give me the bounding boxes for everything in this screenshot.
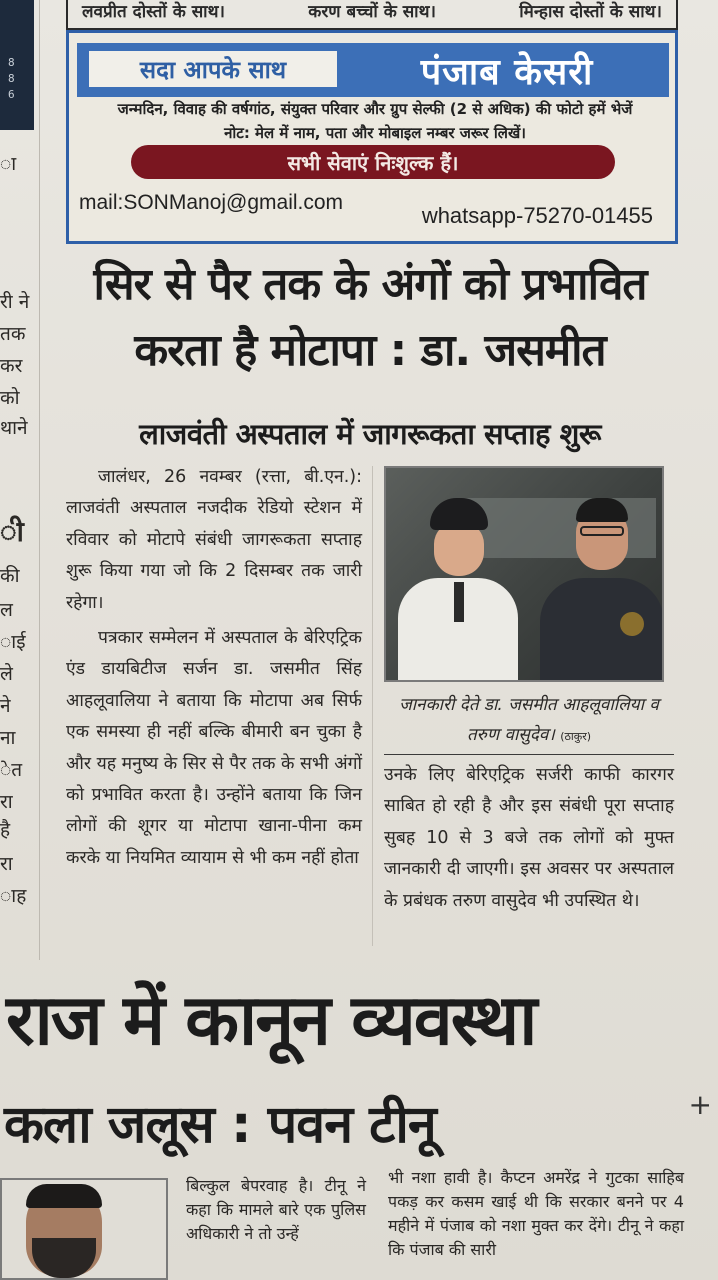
next-story-headline-1: राज में कानून व्यवस्था <box>6 979 536 1061</box>
adjacent-text-fragment: ाई <box>0 631 26 653</box>
adjacent-text-fragment: री ने <box>0 291 30 313</box>
plus-mark: + <box>688 1088 712 1121</box>
top-caption-left: लवप्रीत दोस्तों के साथ। <box>82 2 225 22</box>
ad-free-services-pill: सभी सेवाएं निःशुल्क हैं। <box>131 145 615 179</box>
next-story-column-1: बिल्कुल बेपरवाह है। टीनू ने कहा कि मामले बारे एक पुलिस अधिकारी ने तो उन्हें <box>186 1176 366 1243</box>
adjacent-text-fragment: ेत <box>0 759 23 781</box>
article-paragraph: पत्रकार सम्मेलन में अस्पताल के बेरिएट्रिक एंड डायबिटीज सर्जन डा. जसमीत सिंह आहलूवालिया ने बताया कि मोटापा अब सिर्फ एक समस्या ही नहीं बल्कि बीमारी बन चुका है और यह मनुष्य के सिर से पैर तक के सभी अंगों को प्रभावित करता है। उन्होंने बताया कि जिन लोगों की शूगर या मोटापा खाना-पीना कम करके या नियमित व्यायाम से भी कम नहीं होता <box>66 628 362 868</box>
adjacent-text-fragment: कर <box>0 355 23 377</box>
photo-credit: (ठाकुर) <box>560 730 591 743</box>
ad-email-address: mail:SONManoj@gmail.com <box>79 191 344 214</box>
doctor-turban <box>430 498 488 530</box>
adjacent-column <box>0 0 40 960</box>
article-paragraph: उनके लिए बेरिएट्रिक सर्जरी काफी कारगर साबित हो रही है और इस संबंधी पूरा सप्ताह सुबह 10 से 3 बजे तक लोगों को मुफ्त जानकारी दी जाएगी। इस अवसर पर अस्पताल के प्रबंधक तरुण वासुदेव भी उपस्थित थे। <box>384 765 674 911</box>
adjacent-text-fragment: रा <box>0 853 13 875</box>
photo-person-doctor <box>398 498 518 682</box>
column-divider <box>372 466 373 946</box>
adjacent-text-fragment: रा <box>0 791 13 813</box>
manager-jacket <box>540 578 664 682</box>
caption-rule <box>384 754 674 755</box>
photo-caption <box>384 690 674 752</box>
person-hair <box>26 1184 102 1208</box>
adjacent-text-fragment: को <box>0 387 20 409</box>
article-photo <box>384 466 664 682</box>
doctor-face <box>434 522 484 576</box>
adjacent-text-fragment: ी <box>0 515 24 548</box>
ad-whatsapp-number: whatsapp-75270-01455 <box>421 203 653 228</box>
ad-instruction-line: जन्मदिन, विवाह की वर्षगांठ, संयुक्त परिवार और ग्रुप सेल्फी (2 से अधिक) की फोटो हमें भेजें <box>117 100 633 118</box>
adjacent-text-fragment: ा <box>0 153 17 175</box>
top-caption-center: करण बच्चों के साथ। <box>308 2 436 22</box>
ad-header-band <box>77 43 669 97</box>
adjacent-text-fragment: ने <box>0 695 11 717</box>
doctor-tie <box>454 582 464 622</box>
adjacent-digit: 6 <box>8 88 15 101</box>
ad-note-line: नोट: मेल में नाम, पता और मोबाइल नम्बर जरूर लिखें। <box>224 124 526 142</box>
next-story-headline-2: कला जलूस : पवन टीनू <box>4 1095 436 1155</box>
adjacent-text-fragment: है <box>0 819 11 841</box>
glasses-icon <box>580 526 624 536</box>
adjacent-digit: 8 <box>8 56 15 69</box>
next-story-column-2: भी नशा हावी है। कैप्टन अमरेंद्र ने गुटका साहिब पकड़ कर कसम खाई थी कि सरकार बनने पर 4 महीने में पंजाब को नशा मुक्त कर देंगे। टीनू ने कहा कि पंजाब की सारी <box>388 1168 684 1259</box>
ad-tagline: सदा आपके साथ <box>89 51 337 87</box>
next-story-photo <box>0 1178 168 1280</box>
article-paragraph: जालंधर, 26 नवम्बर (रत्ता, बी.एन.): लाजवंती अस्पताल नजदीक रेडियो स्टेशन में रविवार को मोटापे संबंधी जागरूकता सप्ताह शुरू किया गया जो कि 2 दिसम्बर तक जारी रहेगा। <box>66 467 362 613</box>
adjacent-text-fragment: थाने <box>0 417 28 439</box>
article-subheadline: लाजवंती अस्पताल में जागरूकता सप्ताह शुरू <box>139 417 601 451</box>
headline-line-2: करता है मोटापा : डा. जसमीत <box>134 325 606 376</box>
ad-brand-name: पंजाब केसरी <box>420 50 594 93</box>
adjacent-text-fragment: ले <box>0 663 13 685</box>
adjacent-text-fragment: तक <box>0 323 26 345</box>
punjab-kesari-ad-box <box>66 30 678 244</box>
adjacent-text-fragment: की <box>0 565 20 587</box>
manager-hair <box>576 498 628 522</box>
top-caption-right: मिन्हास दोस्तों के साथ। <box>519 2 662 22</box>
photo-caption-text: जानकारी देते डा. जसमीत आहलूवालिया व तरुण वासुदेव। <box>399 695 659 745</box>
adjacent-text-fragment: ना <box>0 727 16 749</box>
adjacent-digit: 8 <box>8 72 15 85</box>
article-headline <box>60 252 680 384</box>
headline-line-1: सिर से पैर तक के अंगों को प्रभावित <box>93 259 647 310</box>
adjacent-text-fragment: ाह <box>0 885 27 907</box>
top-caption-strip <box>66 0 678 30</box>
article-body-column-2 <box>384 760 674 917</box>
adjacent-dark-box <box>0 0 34 130</box>
adjacent-text-fragment: ल <box>0 599 13 621</box>
article-body-column-1 <box>66 462 362 874</box>
photo-person-manager <box>536 498 664 682</box>
jacket-emblem-icon <box>620 612 644 636</box>
